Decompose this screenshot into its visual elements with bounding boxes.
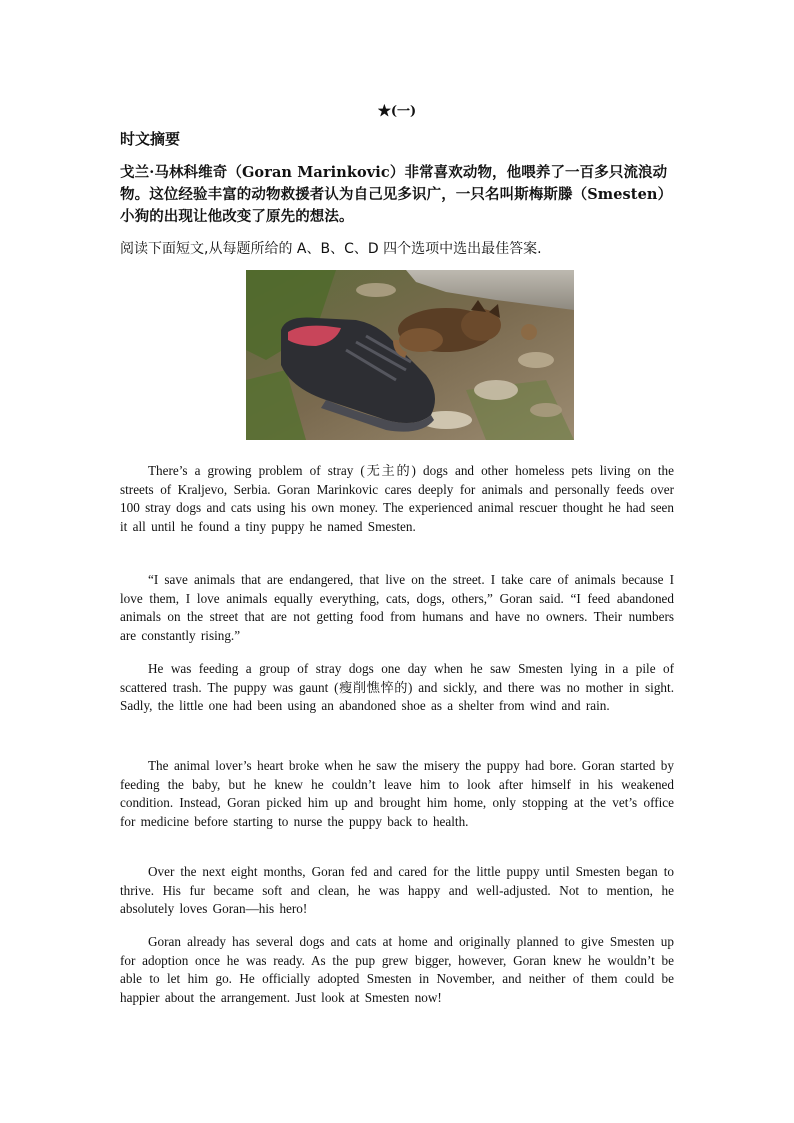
paragraph-5: Over the next eight months, Goran fed and cared for the little puppy until Smesten began to thrive. His fur became soft and clean, he was happy and well-adjusted. Not to mention, he absolutely loves Goran—his hero! (120, 864, 674, 917)
summary-text: 戈兰·马林科维奇（Goran Marinkovic）非常喜欢动物，他喂养了一百多只流浪动物。这位经验丰富的动物救援者认为自己见多识广，一只名叫斯梅斯滕（Smesten）小狗的出现让他改变了原先的想法。 (120, 164, 673, 225)
paragraph-3: He was feeding a group of stray dogs one day when he saw Smesten lying in a pile of scattered trash. The puppy was gaunt (瘦削憔悴的) and sickly, and there was no mother in sight. Sadly, the little one had been using an abandoned shoe as a shelter from wind and rain. (120, 661, 674, 714)
paragraph-6: Goran already has several dogs and cats at home and originally planned to give Smesten up for adoption once he was ready. As the pup grew bigger, however, Goran knew he wouldn’t be able to let him go. He officially adopted Smesten in November, and neither of them could be happier about the arrangement. Just look at Smesten now! (120, 934, 674, 1005)
section-title: 时文摘要 (120, 130, 181, 148)
paragraph-1: There’s a growing problem of stray (无主的) dogs and other homeless pets living on the streets of Kraljevo, Serbia. Goran Marinkovic cares deeply for animals and personally feeds over 100 stray dogs and cats using his own money. The experienced animal rescuer thought he had seen it all until he found a tiny puppy he named Smesten. (120, 463, 674, 534)
paragraph-4: The animal lover’s heart broke when he saw the misery the puppy had bore. Goran started by feeding the baby, but he knew he couldn’t leave him to look after himself in his weakened condition. Instead, Goran picked him up and brought him home, only stopping at the vet’s office for medicine before starting to nurse the puppy back to health. (120, 758, 674, 829)
page-title: ★(一) (377, 104, 417, 119)
photo-puppy-in-shoe (246, 270, 574, 440)
instruction-text: 阅读下面短文,从每题所给的 A、B、C、D 四个选项中选出最佳答案. (120, 241, 542, 257)
paragraph-2: “I save animals that are endangered, that live on the street. I take care of animals because I love them, I love animals equally everything, cats, dogs, others,” Goran said. “I feed abandoned animals on the street that are not getting food from humans and have no owners. Their numbers are constantly rising.” (120, 572, 674, 643)
